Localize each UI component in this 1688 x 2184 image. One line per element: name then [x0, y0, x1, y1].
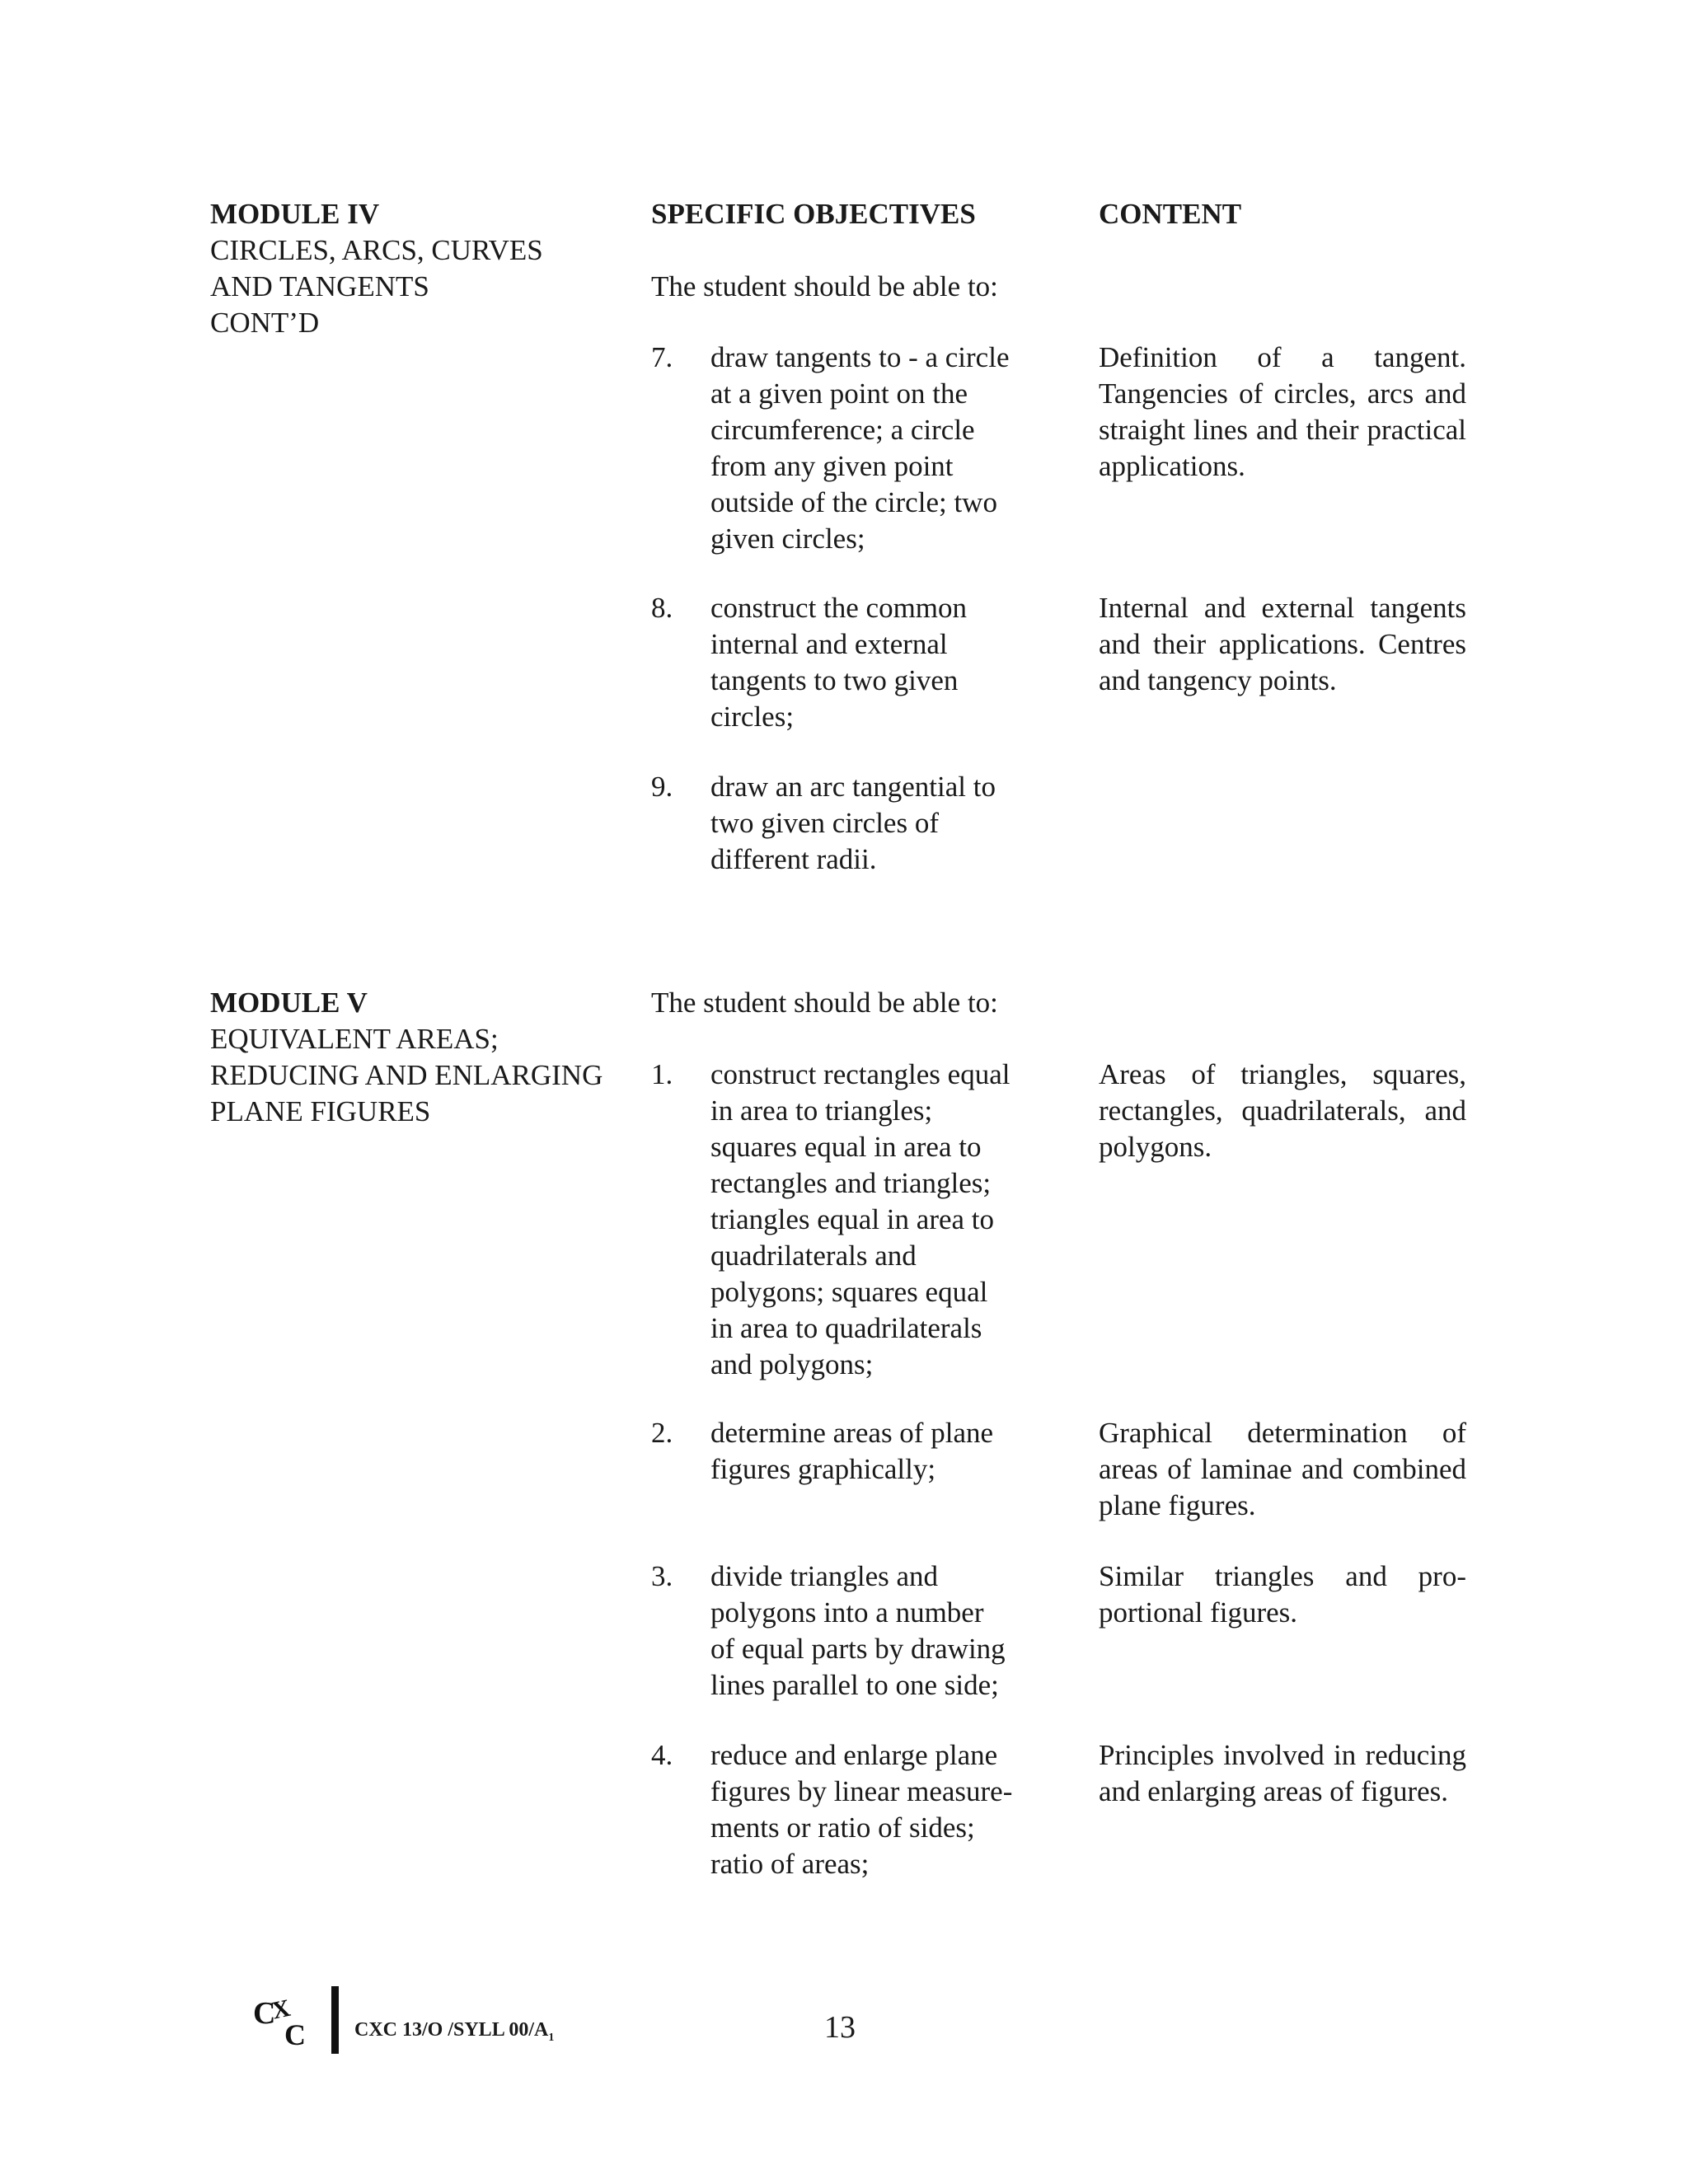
- objective-text: construct rectangles equal in area to triangles; squares equal in area to rectangles and triangles; triangles equal in area to quadrilaterals and polygons; squares equal in area to quadrilaterals and polygons;: [710, 1058, 1010, 1380]
- content-text: Areas of triangles, squares, rectangles, quadrilaterals, and polygons.: [1099, 1058, 1466, 1163]
- svg-text:X: X: [269, 1994, 293, 2025]
- footer-divider: [331, 1986, 339, 2054]
- objective-text: construct the common internal and external tangents to two given circles;: [710, 592, 968, 733]
- objective-number: 4.: [651, 1739, 673, 1771]
- content-text: Internal and external tangents and their applications. Centres and tangency points.: [1099, 592, 1466, 696]
- module-iv-title: CIRCLES, ARCS, CURVES AND TANGENTS CONT’D: [210, 234, 543, 339]
- content-text: Principles involved in reducing and enlarging areas of figures.: [1099, 1739, 1466, 1807]
- objective-number: 7.: [651, 341, 673, 373]
- objectives-heading: SPECIFIC OBJECTIVES: [651, 198, 976, 230]
- objective-text: divide triangles and polygons into a number of equal parts by drawing lines parallel to one side;: [710, 1560, 1006, 1701]
- objective-number: 2.: [651, 1417, 673, 1449]
- content-text: Definition of a tangent. Tangencies of circles, arcs and straight lines and their practical applications.: [1099, 341, 1466, 482]
- module-v-intro: The student should be able to:: [651, 987, 998, 1019]
- objective-text: determine areas of plane figures graphically;: [710, 1417, 994, 1485]
- module-iv-intro: The student should be able to:: [651, 270, 998, 302]
- module-v-heading: MODULE V: [210, 987, 368, 1019]
- module-v-title: EQUIVALENT AREAS; REDUCING AND ENLARGING PLANE FIGURES: [210, 1023, 603, 1127]
- objective-text: draw an arc tangential to two given circles of different radii.: [710, 771, 996, 875]
- objective-number: 8.: [651, 592, 673, 624]
- page-number: 13: [824, 2010, 856, 2045]
- objective-text: draw tangents to - a circle at a given point on the circumference; a circle from any given point outside of the circle; two given circles;: [710, 341, 1010, 555]
- content-text: Similar triangles and pro- portional figures.: [1099, 1560, 1466, 1629]
- objective-number: 1.: [651, 1058, 673, 1090]
- svg-text:C: C: [284, 2018, 306, 2050]
- objective-number: 9.: [651, 771, 673, 803]
- syllabus-code: CXC 13/O /SYLL $00/A_1$: [354, 2019, 555, 2044]
- objective-number: 3.: [651, 1560, 673, 1592]
- content-heading: CONTENT: [1099, 198, 1242, 230]
- content-text: Graphical determination of areas of laminae and combined plane figures.: [1099, 1417, 1466, 1521]
- module-iv-heading: MODULE IV: [210, 198, 380, 230]
- svg-text:C: C: [253, 1996, 276, 2031]
- cxc-logo: [251, 1992, 317, 2050]
- objective-text: reduce and enlarge plane figures by linear measure- ments or ratio of sides; ratio of areas;: [710, 1739, 1013, 1880]
